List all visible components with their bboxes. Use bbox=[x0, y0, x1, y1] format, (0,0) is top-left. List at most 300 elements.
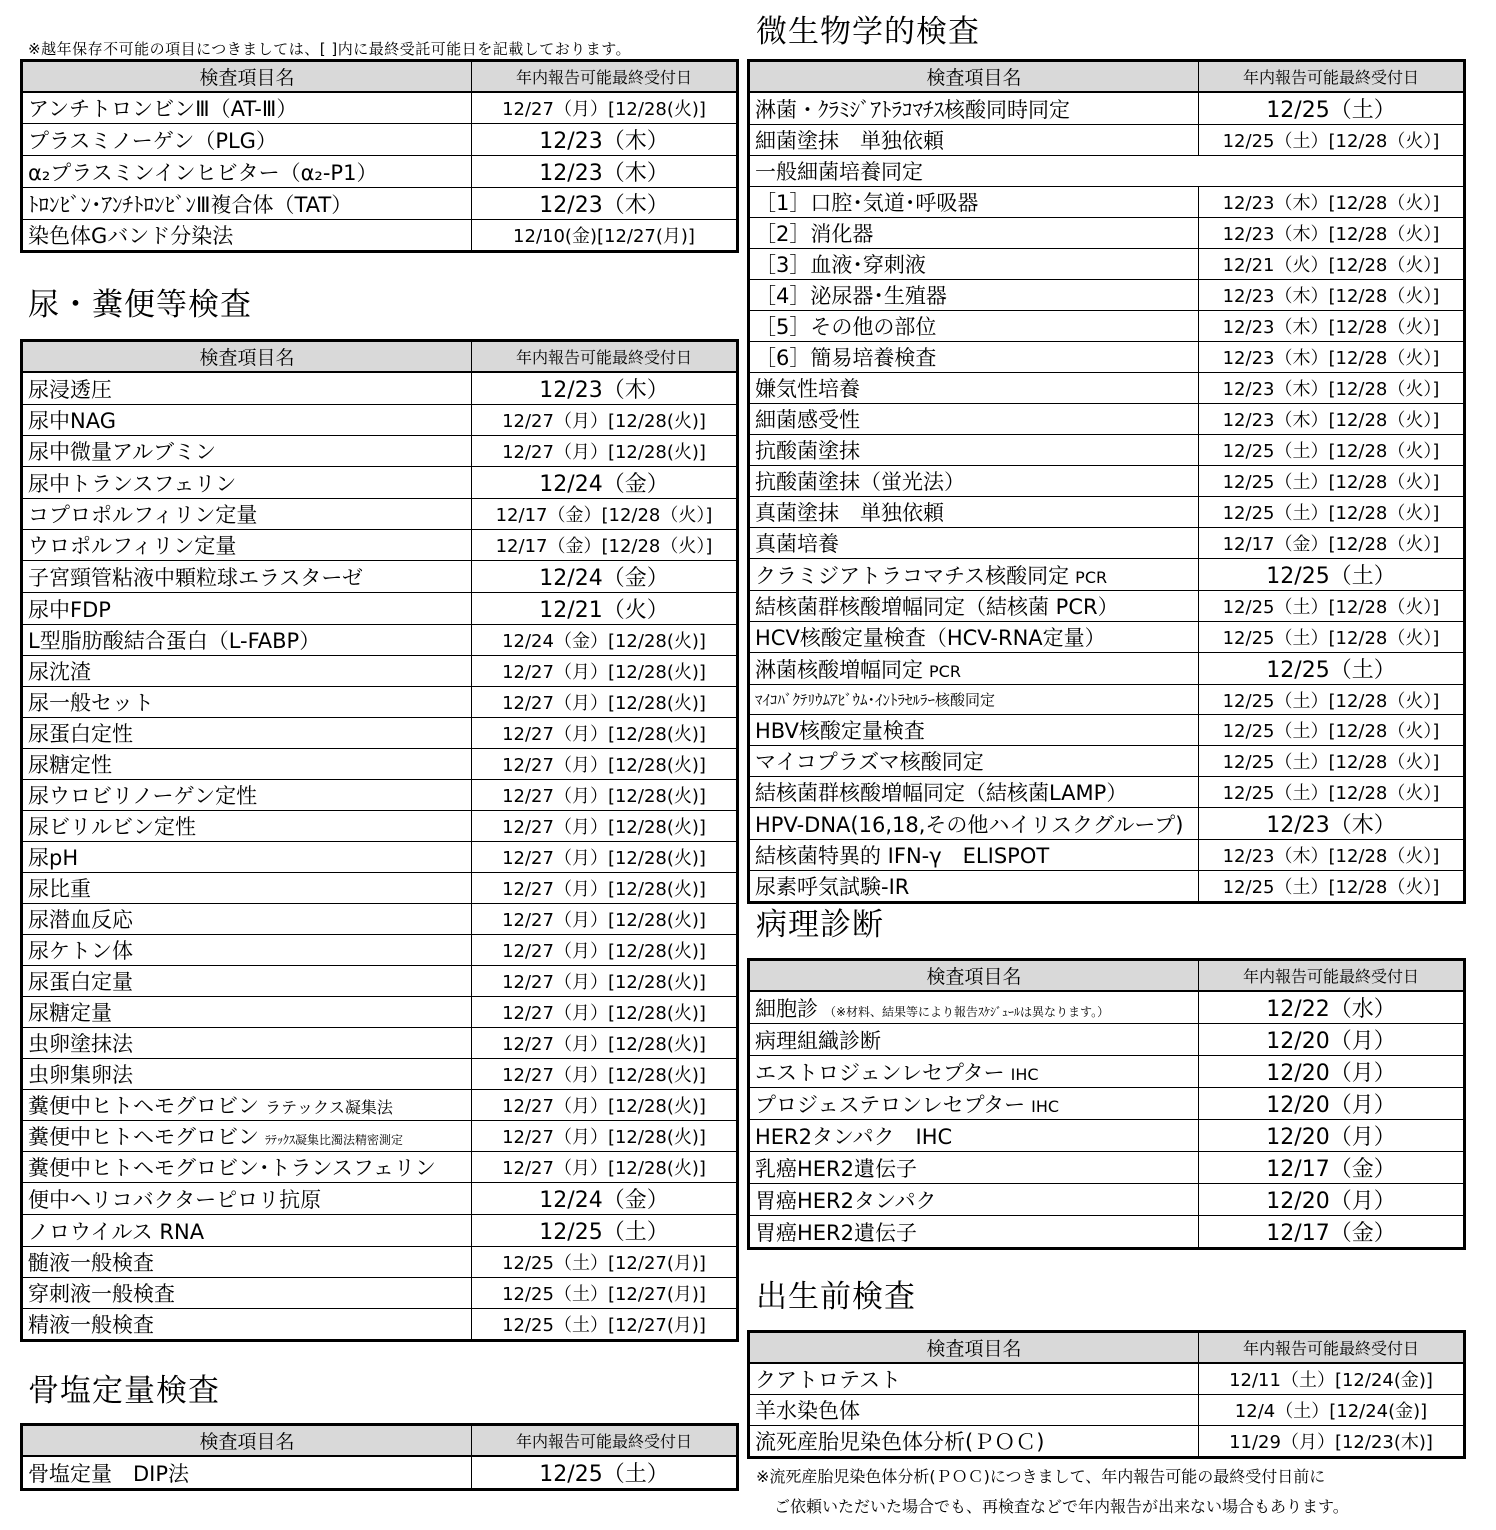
item-name bbox=[749, 871, 1199, 903]
item-name bbox=[749, 466, 1199, 497]
item-name-suffix: IHC bbox=[1010, 1064, 1039, 1084]
table-row bbox=[22, 1028, 738, 1059]
item-name-text: HPV-DNA(16,18,その他ハイリスクグループ) bbox=[755, 812, 1184, 837]
table-row bbox=[22, 625, 738, 656]
table-row bbox=[22, 372, 738, 405]
item-name-text: 尿中FDP bbox=[28, 597, 111, 622]
last-accept-date: 12/20（月） bbox=[1199, 1184, 1465, 1216]
table-pathology bbox=[747, 958, 1466, 1250]
table-row bbox=[749, 280, 1465, 311]
item-name bbox=[749, 249, 1199, 280]
last-accept-date: 12/25（土）[12/28（火）] bbox=[1199, 871, 1465, 903]
table-row bbox=[749, 840, 1465, 871]
table-row bbox=[22, 904, 738, 935]
table-row bbox=[749, 653, 1465, 685]
header-last-accept-date: 年内報告可能最終受付日 bbox=[1199, 960, 1465, 992]
last-accept-date: 12/27（月）[12/28(火)] bbox=[472, 749, 738, 780]
item-name-text: α₂プラスミンインヒビター（α₂-P1） bbox=[28, 160, 378, 185]
item-name bbox=[749, 218, 1199, 249]
item-name bbox=[22, 405, 472, 436]
table-row bbox=[22, 749, 738, 780]
table-row bbox=[749, 591, 1465, 622]
item-name-text: 尿中トランスフェリン bbox=[28, 471, 237, 496]
table-row bbox=[749, 92, 1465, 125]
item-name bbox=[749, 622, 1199, 653]
last-accept-date: 12/17（金） bbox=[1199, 1216, 1465, 1249]
item-name bbox=[22, 966, 472, 997]
table-row bbox=[22, 1183, 738, 1215]
table-row bbox=[749, 404, 1465, 435]
last-accept-date: 12/24（金） bbox=[472, 561, 738, 593]
table-row bbox=[22, 780, 738, 811]
section-title-bone: 骨塩定量検査 bbox=[28, 1373, 220, 1409]
item-name-text: ［5］その他の部位 bbox=[755, 315, 937, 339]
item-name-text: 髄液一般検査 bbox=[28, 1251, 154, 1275]
item-name-text: ［6］簡易培養検査 bbox=[755, 346, 937, 370]
table-row bbox=[749, 715, 1465, 746]
item-name bbox=[749, 92, 1199, 125]
header-item-name: 検査項目名 bbox=[749, 1332, 1199, 1364]
item-name bbox=[22, 1028, 472, 1059]
last-accept-date: 12/23（木） bbox=[472, 156, 738, 188]
last-accept-date: 12/20（月） bbox=[1199, 1056, 1465, 1088]
last-accept-date: 12/27（月）[12/28(火)] bbox=[472, 873, 738, 904]
last-accept-date: 12/27（月）[12/28(火)] bbox=[472, 1059, 738, 1090]
header-item-name: 検査項目名 bbox=[749, 960, 1199, 992]
last-accept-date: 12/10(金)[12/27(月)] bbox=[472, 220, 738, 252]
section-title-urine: 尿・糞便等検査 bbox=[28, 287, 252, 323]
table-row bbox=[749, 156, 1465, 187]
last-accept-date: 12/27（月）[12/28(火)] bbox=[472, 966, 738, 997]
item-name bbox=[22, 718, 472, 749]
item-name-text: クラミジアトラコマチス核酸同定 bbox=[755, 563, 1070, 588]
table-row bbox=[749, 373, 1465, 404]
item-name-text: 子宮頸管粘液中顆粒球エラスターゼ bbox=[28, 565, 363, 590]
last-accept-date: 12/23（木）[12/28（火）] bbox=[1199, 218, 1465, 249]
item-name bbox=[749, 715, 1199, 746]
last-accept-date: 12/25（土）[12/28（火）] bbox=[1199, 777, 1465, 808]
item-name bbox=[22, 625, 472, 656]
item-name bbox=[749, 1426, 1199, 1458]
last-accept-date: 12/17（金）[12/28（火）] bbox=[472, 530, 738, 561]
last-accept-date: 12/25（土）[12/28（火）] bbox=[1199, 125, 1465, 156]
table-row bbox=[22, 656, 738, 687]
item-name-text: プラスミノーゲン（PLG） bbox=[28, 128, 277, 153]
last-accept-date: 12/21（火）[12/28（火）] bbox=[1199, 249, 1465, 280]
item-name bbox=[749, 404, 1199, 435]
last-accept-date: 12/27（月）[12/28(火)] bbox=[472, 1121, 738, 1152]
table-row bbox=[749, 218, 1465, 249]
table-row bbox=[22, 1215, 738, 1247]
item-name bbox=[22, 92, 472, 124]
table-row bbox=[22, 499, 738, 530]
last-accept-date: 12/25（土）[12/27(月)] bbox=[472, 1278, 738, 1309]
table-bone bbox=[20, 1423, 739, 1491]
last-accept-date: 12/20（月） bbox=[1199, 1088, 1465, 1120]
item-name-text: 羊水染色体 bbox=[755, 1399, 860, 1423]
note-bottom-line1: ※流死産胎児染色体分析(ＰＯＣ)につきまして、年内報告可能の最終受付日前に bbox=[756, 1467, 1326, 1486]
item-name bbox=[22, 1121, 472, 1152]
item-name bbox=[749, 559, 1199, 591]
table-row bbox=[749, 125, 1465, 156]
table-row bbox=[22, 561, 738, 593]
item-name-text: 骨塩定量 DIP法 bbox=[28, 1461, 190, 1486]
last-accept-date: 12/17（金） bbox=[1199, 1152, 1465, 1184]
last-accept-date: 12/25（土）[12/28（火）] bbox=[1199, 622, 1465, 653]
table-row bbox=[22, 1456, 738, 1490]
last-accept-date: 12/27（月）[12/28(火)] bbox=[472, 1152, 738, 1183]
item-name-text: 淋菌核酸増幅同定 bbox=[755, 657, 923, 682]
note-top: ※越年保存不可能の項目につきましては、[ ]内に最終受託可能日を記載しております。 bbox=[28, 40, 632, 58]
item-name-suffix: ラテックス凝集法 bbox=[265, 1098, 393, 1117]
header-item-name: 検査項目名 bbox=[22, 1425, 472, 1457]
item-name bbox=[22, 904, 472, 935]
item-name-suffix: IHC bbox=[1031, 1096, 1060, 1116]
item-name-text: 細菌感受性 bbox=[755, 408, 860, 432]
item-name bbox=[749, 187, 1199, 218]
item-name bbox=[749, 1152, 1199, 1184]
item-name-text: HCV核酸定量検査（HCV-RNA定量） bbox=[755, 626, 1106, 650]
last-accept-date: 12/25（土）[12/27(月)] bbox=[472, 1247, 738, 1278]
section-title-prenatal: 出生前検査 bbox=[756, 1279, 916, 1315]
item-name-text: 抗酸菌塗抹 bbox=[755, 439, 860, 463]
item-name bbox=[749, 528, 1199, 559]
last-accept-date: 12/23（木） bbox=[1199, 808, 1465, 840]
item-name bbox=[22, 156, 472, 188]
last-accept-date: 12/27（月）[12/28(火)] bbox=[472, 436, 738, 467]
item-name-suffix: ﾗﾃｯｸｽ凝集比濁法精密測定 bbox=[265, 1133, 404, 1147]
table-row bbox=[749, 746, 1465, 777]
item-name-text: 尿蛋白定性 bbox=[28, 722, 133, 746]
item-name-text: 尿ウロビリノーゲン定性 bbox=[28, 784, 258, 808]
item-name-text: 尿浸透圧 bbox=[28, 377, 112, 402]
header-last-accept-date: 年内報告可能最終受付日 bbox=[1199, 1332, 1465, 1364]
item-name-text: ［2］消化器 bbox=[755, 222, 874, 246]
last-accept-date: 12/25（土）[12/28（火）] bbox=[1199, 497, 1465, 528]
last-accept-date: 12/25（土） bbox=[472, 1456, 738, 1490]
item-name-text: アンチトロンビンⅢ（AT-Ⅲ） bbox=[28, 97, 298, 121]
table-row bbox=[749, 1120, 1465, 1152]
item-name bbox=[749, 280, 1199, 311]
last-accept-date: 12/25（土）[12/28（火）] bbox=[1199, 591, 1465, 622]
item-name bbox=[749, 777, 1199, 808]
table-row bbox=[22, 593, 738, 625]
item-name-text: 尿糖定量 bbox=[28, 1001, 112, 1025]
item-name-text: 尿糖定性 bbox=[28, 753, 112, 777]
table-row bbox=[22, 405, 738, 436]
item-name bbox=[749, 156, 1465, 187]
last-accept-date: 12/27（月）[12/28(火)] bbox=[472, 842, 738, 873]
table-row bbox=[22, 718, 738, 749]
table-row bbox=[749, 1056, 1465, 1088]
header-last-accept-date: 年内報告可能最終受付日 bbox=[1199, 61, 1465, 93]
table-row bbox=[749, 685, 1465, 715]
item-name-text: エストロジェンレセプター bbox=[755, 1060, 1005, 1085]
table-row bbox=[22, 966, 738, 997]
table-row bbox=[22, 1090, 738, 1121]
last-accept-date: 12/24（金）[12/28(火)] bbox=[472, 625, 738, 656]
item-name-text: 病理組織診断 bbox=[755, 1028, 881, 1053]
table-row bbox=[22, 1278, 738, 1309]
table-row bbox=[749, 187, 1465, 218]
item-name bbox=[749, 1395, 1199, 1426]
item-name-text: 尿素呼気試験-IR bbox=[755, 875, 910, 899]
last-accept-date: 12/27（月）[12/28(火)] bbox=[472, 811, 738, 842]
table-row bbox=[22, 1152, 738, 1183]
table-row bbox=[22, 811, 738, 842]
item-name bbox=[749, 1216, 1199, 1249]
last-accept-date: 12/23（木）[12/28（火）] bbox=[1199, 840, 1465, 871]
last-accept-date: 12/27（月）[12/28(火)] bbox=[472, 405, 738, 436]
last-accept-date: 12/27（月）[12/28(火)] bbox=[472, 1090, 738, 1121]
last-accept-date: 12/17（金）[12/28（火）] bbox=[1199, 528, 1465, 559]
last-accept-date: 12/25（土） bbox=[1199, 92, 1465, 125]
table-urine bbox=[20, 339, 739, 1342]
last-accept-date: 12/20（月） bbox=[1199, 1120, 1465, 1152]
item-name-text: 尿沈渣 bbox=[28, 660, 91, 684]
table-row bbox=[749, 311, 1465, 342]
item-name-text: 細胞診 bbox=[755, 996, 818, 1021]
last-accept-date: 12/21（火） bbox=[472, 593, 738, 625]
last-accept-date: 12/27（月）[12/28(火)] bbox=[472, 997, 738, 1028]
item-name bbox=[749, 497, 1199, 528]
item-name bbox=[749, 840, 1199, 871]
item-name-text: 便中ヘリコバクターピロリ抗原 bbox=[28, 1187, 322, 1212]
item-name-text: 抗酸菌塗抹（蛍光法） bbox=[755, 470, 965, 494]
item-name-text: L型脂肪酸結合蛋白（L-FABP） bbox=[28, 629, 321, 653]
item-name-text: 尿比重 bbox=[28, 877, 91, 901]
last-accept-date: 12/23（木） bbox=[472, 188, 738, 220]
table-row bbox=[22, 1247, 738, 1278]
item-name bbox=[749, 746, 1199, 777]
last-accept-date: 12/27（月）[12/28(火)] bbox=[472, 904, 738, 935]
item-name-text: ［4］泌尿器･生殖器 bbox=[755, 284, 947, 308]
table-row bbox=[22, 92, 738, 124]
last-accept-date: 12/23（木）[12/28（火）] bbox=[1199, 404, 1465, 435]
item-name bbox=[22, 499, 472, 530]
table-row bbox=[749, 1024, 1465, 1056]
item-name bbox=[22, 530, 472, 561]
item-name-text: 尿ケトン体 bbox=[28, 939, 133, 963]
table-row bbox=[22, 842, 738, 873]
section-title-pathology: 病理診断 bbox=[756, 907, 884, 943]
item-name-text: 精液一般検査 bbox=[28, 1313, 154, 1337]
table-prenatal bbox=[747, 1330, 1466, 1459]
table-row bbox=[749, 1088, 1465, 1120]
note-bottom-line2: ご依頼いただいた場合でも、再検査などで年内報告が出来ない場合もあります。 bbox=[774, 1497, 1349, 1516]
item-name-text: プロジェステロンレセプター bbox=[755, 1092, 1026, 1117]
table-row bbox=[22, 687, 738, 718]
item-name bbox=[22, 1183, 472, 1215]
item-name bbox=[749, 342, 1199, 373]
item-name-text: 胃癌HER2タンパク bbox=[755, 1188, 937, 1213]
table-row bbox=[749, 497, 1465, 528]
item-name bbox=[749, 1363, 1199, 1395]
table-row bbox=[22, 156, 738, 188]
item-name bbox=[749, 435, 1199, 466]
item-name bbox=[749, 311, 1199, 342]
last-accept-date: 12/25（土）[12/28（火）] bbox=[1199, 435, 1465, 466]
table-row bbox=[22, 124, 738, 156]
table-row bbox=[749, 808, 1465, 840]
item-name bbox=[22, 687, 472, 718]
item-name-text: ノロウイルス RNA bbox=[28, 1219, 205, 1244]
header-item-name: 検査項目名 bbox=[22, 341, 472, 373]
item-name-text: 虫卵集卵法 bbox=[28, 1063, 133, 1087]
item-name bbox=[22, 1152, 472, 1183]
last-accept-date: 12/23（木）[12/28（火）] bbox=[1199, 187, 1465, 218]
item-name bbox=[22, 780, 472, 811]
last-accept-date: 12/27（月）[12/28(火)] bbox=[472, 687, 738, 718]
item-name-text: 乳癌HER2遺伝子 bbox=[755, 1156, 918, 1181]
item-name-text: 尿潜血反応 bbox=[28, 908, 133, 932]
last-accept-date: 12/25（土） bbox=[1199, 559, 1465, 591]
item-name-text: 結核菌特異的 IFN-γ ELISPOT bbox=[755, 844, 1050, 868]
table-micro bbox=[747, 59, 1466, 904]
item-name bbox=[22, 124, 472, 156]
table-row bbox=[749, 1426, 1465, 1458]
table-row bbox=[749, 1152, 1465, 1184]
last-accept-date: 12/25（土）[12/28（火）] bbox=[1199, 466, 1465, 497]
item-name bbox=[22, 1309, 472, 1341]
last-accept-date: 12/23（木） bbox=[472, 372, 738, 405]
item-name bbox=[22, 188, 472, 220]
item-name-text: 胃癌HER2遺伝子 bbox=[755, 1220, 918, 1245]
item-name bbox=[22, 1215, 472, 1247]
item-name-text: 糞便中ヒトヘモグロビン bbox=[28, 1125, 259, 1149]
table-row bbox=[749, 1363, 1465, 1395]
item-name bbox=[22, 1090, 472, 1121]
item-name-text: 尿蛋白定量 bbox=[28, 970, 133, 994]
table-row bbox=[749, 342, 1465, 373]
item-name bbox=[22, 1456, 472, 1490]
table-row bbox=[22, 1059, 738, 1090]
last-accept-date: 12/25（土） bbox=[1199, 653, 1465, 685]
item-name-text: ［3］血液･穿刺液 bbox=[755, 253, 926, 277]
last-accept-date: 12/27（月）[12/28(火)] bbox=[472, 935, 738, 966]
item-name bbox=[22, 372, 472, 405]
table-row bbox=[749, 1184, 1465, 1216]
table-row bbox=[749, 435, 1465, 466]
item-name bbox=[22, 873, 472, 904]
last-accept-date: 12/23（木） bbox=[472, 124, 738, 156]
header-last-accept-date: 年内報告可能最終受付日 bbox=[472, 1425, 738, 1457]
item-name bbox=[22, 997, 472, 1028]
item-name-text: 結核菌群核酸増幅同定（結核菌LAMP） bbox=[755, 781, 1128, 805]
last-accept-date: 12/24（金） bbox=[472, 467, 738, 499]
item-name-text: 尿pH bbox=[28, 846, 79, 870]
last-accept-date: 11/29（月）[12/23(木)] bbox=[1199, 1426, 1465, 1458]
item-name-text: 流死産胎児染色体分析(ＰＯＣ) bbox=[755, 1430, 1045, 1454]
item-name bbox=[749, 373, 1199, 404]
last-accept-date: 12/23（木）[12/28（火）] bbox=[1199, 342, 1465, 373]
item-name-text: HER2タンパク IHC bbox=[755, 1124, 953, 1149]
header-last-accept-date: 年内報告可能最終受付日 bbox=[472, 341, 738, 373]
item-name bbox=[22, 811, 472, 842]
item-name bbox=[22, 656, 472, 687]
last-accept-date: 12/27（月）[12/28(火)] bbox=[472, 718, 738, 749]
table-row bbox=[749, 1216, 1465, 1249]
last-accept-date: 12/17（金）[12/28（火）] bbox=[472, 499, 738, 530]
last-accept-date: 12/25（土）[12/27(月)] bbox=[472, 1309, 738, 1341]
last-accept-date: 12/23（木）[12/28（火）] bbox=[1199, 373, 1465, 404]
item-name-suffix: PCR bbox=[1075, 567, 1108, 587]
item-name-text: 真菌培養 bbox=[755, 532, 839, 556]
last-accept-date: 12/27（月）[12/28(火)] bbox=[472, 92, 738, 124]
table-row bbox=[22, 220, 738, 252]
item-name-text: 穿刺液一般検査 bbox=[28, 1282, 175, 1306]
item-name-text: 染色体Gバンド分染法 bbox=[28, 224, 234, 248]
item-name-text: ﾏｲｺﾊﾞｸﾃﾘｳﾑｱﾋﾞｳﾑ･ｲﾝﾄﾗｾﾙﾗｰ核酸同定 bbox=[755, 691, 996, 709]
item-name bbox=[22, 561, 472, 593]
item-name-suffix: （※材料、結果等により報告ｽｹｼﾞｭｰﾙは異なります。） bbox=[824, 1004, 1110, 1019]
header-item-name: 検査項目名 bbox=[22, 61, 472, 93]
item-name bbox=[749, 591, 1199, 622]
item-name-text: 細菌塗抹 単独依頼 bbox=[755, 129, 944, 153]
item-name bbox=[749, 1024, 1199, 1056]
item-name-text: ウロポルフィリン定量 bbox=[28, 534, 237, 558]
item-name bbox=[22, 935, 472, 966]
item-name-suffix: PCR bbox=[929, 661, 961, 681]
table-row bbox=[22, 997, 738, 1028]
table-row bbox=[749, 528, 1465, 559]
last-accept-date: 12/27（月）[12/28(火)] bbox=[472, 780, 738, 811]
item-name bbox=[749, 1184, 1199, 1216]
item-name bbox=[22, 436, 472, 467]
table-row bbox=[22, 188, 738, 220]
last-accept-date: 12/25（土）[12/28（火）] bbox=[1199, 685, 1465, 715]
table-row bbox=[749, 777, 1465, 808]
last-accept-date: 12/20（月） bbox=[1199, 1024, 1465, 1056]
item-name-text: 尿中NAG bbox=[28, 409, 116, 433]
item-name bbox=[22, 1247, 472, 1278]
table-row bbox=[749, 991, 1465, 1024]
item-name-text: 尿中微量アルブミン bbox=[28, 440, 217, 464]
item-name bbox=[749, 685, 1199, 715]
item-name bbox=[749, 1120, 1199, 1152]
table-row bbox=[749, 1395, 1465, 1426]
item-name bbox=[22, 749, 472, 780]
section-title-micro: 微生物学的検査 bbox=[756, 14, 980, 50]
last-accept-date: 12/25（土）[12/28（火）] bbox=[1199, 746, 1465, 777]
item-name bbox=[22, 842, 472, 873]
item-name bbox=[22, 1059, 472, 1090]
table-row bbox=[749, 622, 1465, 653]
last-accept-date: 12/27（月）[12/28(火)] bbox=[472, 1028, 738, 1059]
header-last-accept-date: 年内報告可能最終受付日 bbox=[472, 61, 738, 93]
item-name-text: コプロポルフィリン定量 bbox=[28, 503, 258, 527]
item-name bbox=[22, 467, 472, 499]
table-row bbox=[22, 436, 738, 467]
item-name bbox=[749, 1056, 1199, 1088]
table-row bbox=[22, 873, 738, 904]
item-name-text: ﾄﾛﾝﾋﾞﾝ･ｱﾝﾁﾄﾛﾝﾋﾞﾝⅢ複合体（TAT） bbox=[28, 192, 353, 217]
last-accept-date: 12/27（月）[12/28(火)] bbox=[472, 656, 738, 687]
table-row bbox=[749, 466, 1465, 497]
table-row bbox=[749, 871, 1465, 903]
item-name-text: 真菌塗抹 単独依頼 bbox=[755, 501, 944, 525]
table-row bbox=[22, 530, 738, 561]
item-name bbox=[749, 991, 1199, 1024]
item-name bbox=[22, 220, 472, 252]
item-name-text: HBV核酸定量検査 bbox=[755, 719, 925, 743]
table-row bbox=[22, 935, 738, 966]
note-bottom bbox=[756, 1462, 1476, 1522]
item-name-text: ［1］口腔･気道･呼吸器 bbox=[755, 191, 979, 215]
item-name bbox=[749, 653, 1199, 685]
last-accept-date: 12/25（土）[12/28（火）] bbox=[1199, 715, 1465, 746]
item-name-text: 尿ビリルビン定性 bbox=[28, 815, 196, 839]
